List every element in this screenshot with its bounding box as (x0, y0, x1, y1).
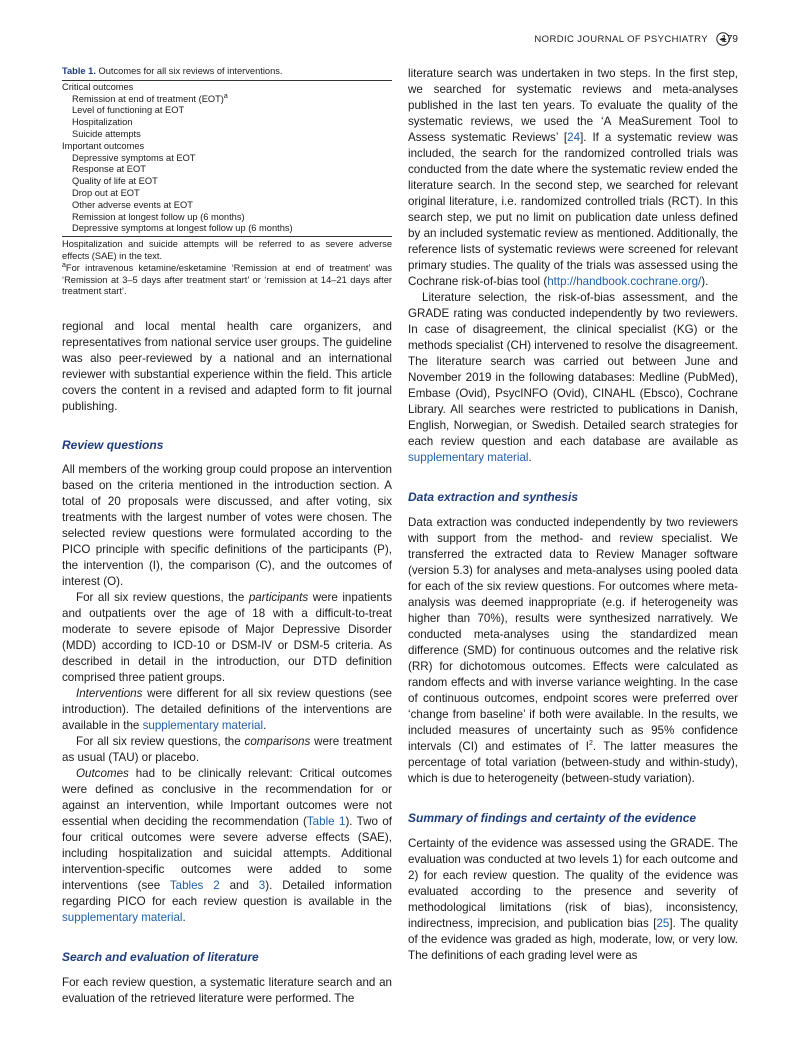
reference-link[interactable]: 24 (567, 131, 581, 144)
journal-name: NORDIC JOURNAL OF PSYCHIATRY (534, 34, 708, 45)
paragraph: For all six review questions, the comparisons were treatment as usual (TAU) or placebo. (62, 735, 392, 765)
table-row: Response at EOT (72, 164, 146, 175)
table-row: Depressive symptoms at EOT (72, 152, 196, 163)
section-heading: Summary of findings and certainty of the evidence (408, 811, 697, 825)
table-row: Suicide attempts (72, 128, 141, 139)
paragraph: Interventions were different for all six review questions (see introduction). The detailed definitions of the interventions are available in the supplementary material. (62, 687, 392, 733)
supplementary-link[interactable]: supplementary material (408, 451, 529, 464)
paragraph: For all six review questions, the participants were inpatients and outpatients over the age of 18 with a difficult-to-treat moderate to severe episode of Major Depressive Disorder (MDD) according to ICD-10 or DSM-IV or DSM-5 criteria. As described in detail in the introduction, our DTD definition comprised three patient groups. (62, 591, 392, 685)
supplementary-link[interactable]: supplementary material (142, 719, 264, 733)
table-row: Remission at longest follow up (6 months) (72, 211, 245, 222)
table-row: Quality of life at EOT (72, 176, 158, 187)
table-row: Depressive symptoms at longest follow up (6 months) (72, 223, 293, 234)
table-link[interactable]: 3 (258, 879, 266, 893)
supplementary-link[interactable]: supplementary material (62, 911, 183, 925)
table-label: Table 1. (62, 66, 96, 76)
table-caption (62, 66, 392, 78)
table-heading-critical: Critical outcomes (62, 81, 134, 92)
table-row: Drop out at EOT (72, 187, 140, 198)
table-row: Hospitalization (72, 117, 133, 128)
paragraph: literature search was undertaken in two steps. In the first step, we searched for systematic reviews and meta-analyses published in the last ten years. To evaluate the quality of the systematic reviews, we used the ‘A MeaSurement Tool to Assess systematic Reviews’ [24]. If a systematic review was included, the search for the randomized controlled trials was conducted from the date where the systematic review ended the literature search. In the second step, we searched for relevant original literature, i.e. randomized controlled trials (RCT). In this search step, we put no limit on publication date unless defined by an included systematic review as mentioned. Additionally, the reference lists of systematic reviews were screened for relevant primary studies. The quality of the trials was assessed using the Cochrane risk-of-bias tool (http://handbook.cochrane.org/). (408, 67, 739, 288)
section-heading: Data extraction and synthesis (408, 490, 579, 504)
page-number: 179 (721, 34, 738, 45)
outcomes-table (62, 66, 392, 298)
paragraph: Literature selection, the risk-of-bias assessment, and the GRADE rating was conducted independently by two reviewers. In case of disagreement, the clinical specialist (KG) or the methods specialist (CH) intervened to resolve the disagreement. The literature search was carried out between June and November 2019 in the following databases: Medline (PubMed), Embase (Ovid), PsycINFO (Ovid), CINAHL (Ebsco), Cochrane Library. All searches were restricted to publications in Danish, English, Norwegian, or Swedish. Detailed search strategies for each review question and each database are available as supplementary material. (408, 291, 738, 464)
table-link[interactable]: Tables 2 (169, 879, 220, 893)
table-bottom-rule (62, 236, 392, 237)
table-title: Outcomes for all six reviews of interventions. (98, 66, 283, 76)
table-footnote: $^a$For intravenous ketamine/esketamine ‘Remission at end of treatment’ was ‘Remission at 3–5 days after treatment start’ or ‘remission at 14–21 days after treatment start’. (62, 261, 392, 297)
table-note: Hospitalization and suicide attempts will be referred to as severe adverse effects (SAE) in the text. (62, 239, 392, 261)
paragraph: For each review question, a systematic literature search and an evaluation of the retrieved literature were performed. The (62, 976, 392, 1006)
table-row: Level of functioning at EOT (72, 105, 185, 116)
cochrane-url-link[interactable]: http://handbook.cochrane.org/ (547, 275, 702, 288)
section-heading: Review questions (62, 438, 164, 453)
section-heading: Search and evaluation of literature (62, 950, 259, 965)
paragraph: regional and local mental health care organizers, and representatives from national service user groups. The guideline was also peer-reviewed by a national and an international reviewer with substantial experience within the field. This article covers the content in a revised and adapted form to fit journal publishing. (62, 320, 392, 414)
paragraph: Outcomes had to be clinically relevant: Critical outcomes were defined as conclusive in the recommendation for or against an intervention, while Important outcomes were not essential when deciding the recommendation (Table 1). Two of four critical outcomes were severe adverse effects (SAE), including hospitalization and suicidal attempts. Additional intervention-specific outcomes were added to some interventions (see Tables 2 and 3). Detailed information regarding PICO for each review question is available in the supplementary material. (62, 767, 392, 925)
paragraph: Data extraction was conducted independently by two reviewers with support from the method- and review specialist. We transferred the extracted data to Review Manager software (version 5.3) for analyses and meta-analyses using pooled data for each of the six review questions. For outcomes where meta-analysis was deemed inappropriate (e.g. if heterogeneity was higher than 70%), results were synthesized narratively. We conducted meta-analyses using the standardized mean difference (SMD) for continuous outcomes and the relative risk (RR) for dichotomous outcomes. Effects were calculated as random effects and with inverse variance weighting. In the case of continuous outcomes, endpoint scores were preferred over ‘change from baseline’ if both were available. In the results, we included measures of uncertainty such as 95% confidence intervals (CI) and estimates of $I^2$. The latter measures the percentage of total variation (between-study and within-study), which is due to heterogeneity (between-study variation). (408, 516, 738, 785)
table-heading-important: Important outcomes (62, 140, 145, 151)
table-row: Other adverse events at EOT (72, 199, 193, 210)
table-row: Remission at end of treatment (EOT)$^a$ (72, 92, 228, 104)
left-column (62, 66, 392, 1007)
table-link[interactable]: Table 1 (306, 815, 346, 829)
paragraph: All members of the working group could propose an intervention based on the criteria mentioned in the introduction section. A total of 20 proposals were discussed, and after voting, six treatments with the largest number of votes were chosen. The selected review questions were formulated according to the PICO principle with specific definitions of the participants (P), the intervention (I), the comparison (C), and the outcomes of interest (O). (62, 463, 392, 589)
right-column (408, 66, 738, 964)
reference-link[interactable]: 25 (656, 917, 670, 930)
running-header (0, 32, 800, 52)
paragraph: Certainty of the evidence was assessed using the GRADE. The evaluation was conducted at two levels 1) for each outcome and 2) for each review question. The quality of the evidence was evaluated according to the presence and severity of methodological limitations (risk of bias), inconsistency, indirectness, imprecision, and publication bias [25]. The quality of the evidence was graded as high, moderate, low, or very low. The definitions of each grading level were as (408, 837, 739, 962)
